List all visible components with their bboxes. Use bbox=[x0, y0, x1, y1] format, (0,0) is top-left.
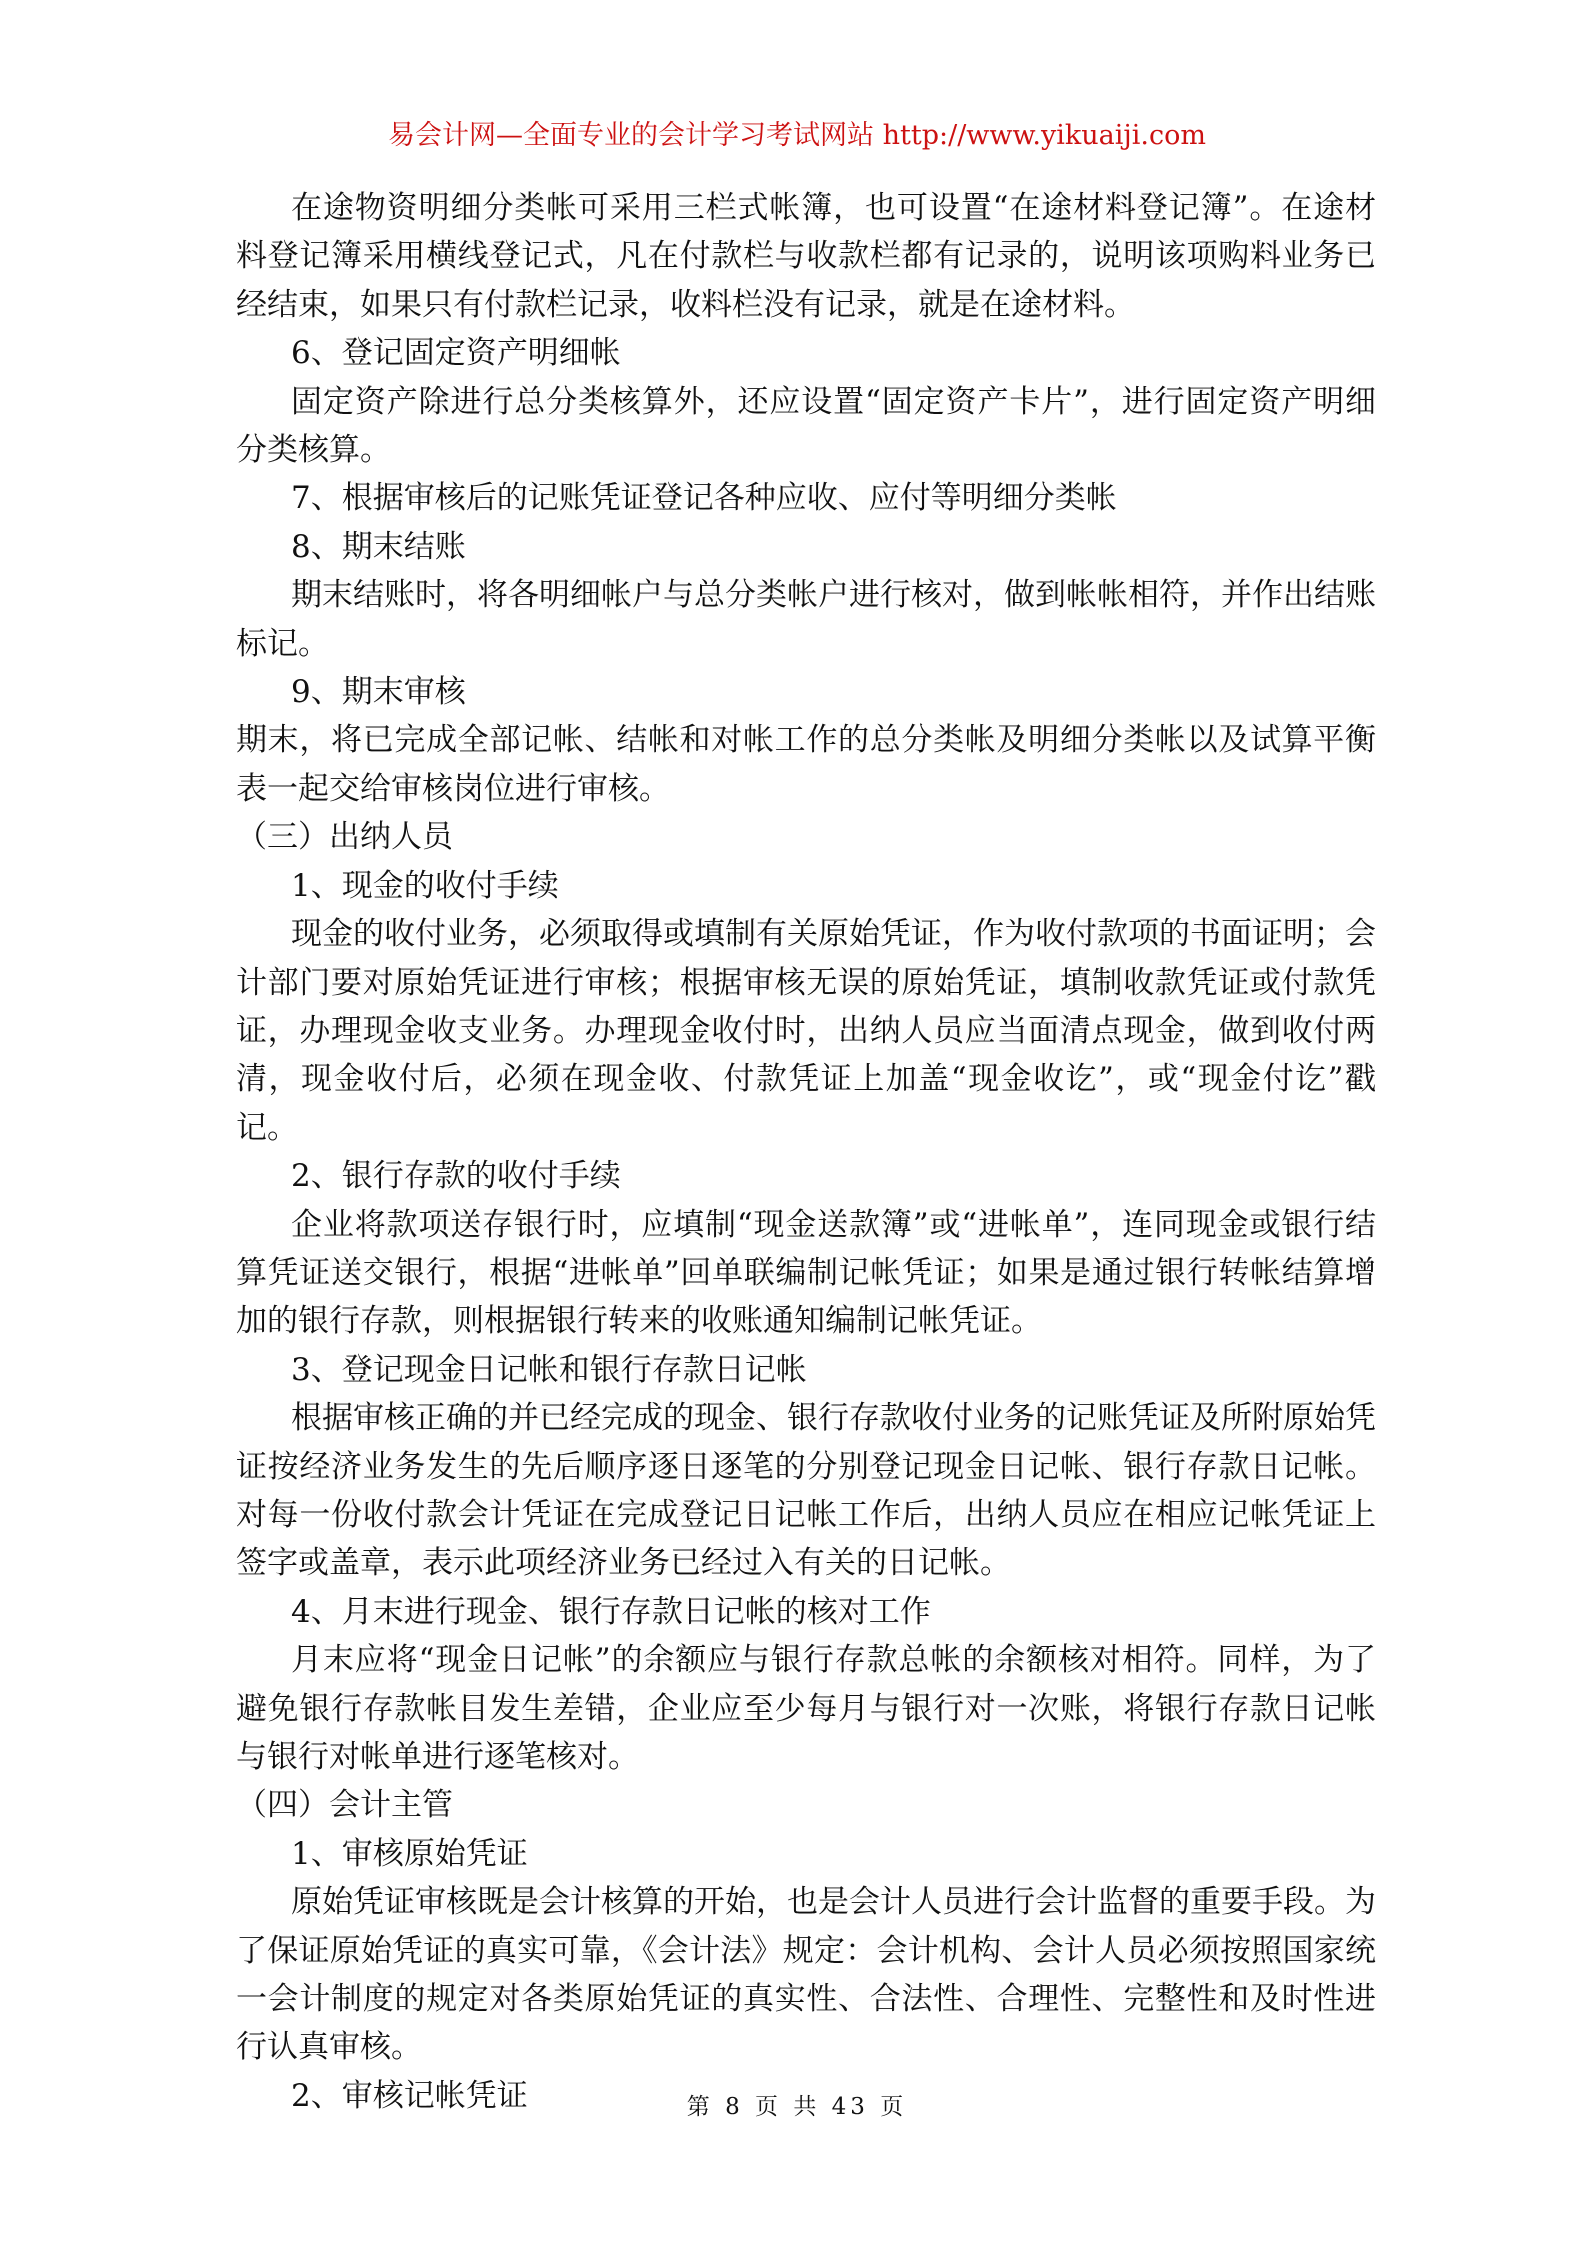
chapter-heading: （三）出纳人员 bbox=[236, 819, 453, 856]
paragraph: 期末，将已完成全部记帐、结帐和对帐工作的总分类帐及明细分类帐以及试算平衡表一起交给审核岗位进行审核。 bbox=[236, 722, 1376, 807]
section-heading: 4、月末进行现金、银行存款日记帐的核对工作 bbox=[291, 1593, 931, 1630]
section-heading: 3、登记现金日记帐和银行存款日记帐 bbox=[291, 1351, 807, 1388]
section-heading: 9、期末审核 bbox=[291, 674, 466, 711]
paragraph: 固定资产除进行总分类核算外，还应设置“固定资产卡片”，进行固定资产明细分类核算。 bbox=[236, 383, 1376, 469]
section-heading: 7、根据审核后的记账凭证登记各种应收、应付等明细分类帐 bbox=[291, 480, 1117, 517]
page-header: 易会计网—全面专业的会计学习考试网站 http://www.yikuaiji.com bbox=[388, 120, 1206, 151]
paragraph: 原始凭证审核既是会计核算的开始，也是会计人员进行会计监督的重要手段。为了保证原始凭证的真实可靠，《会计法》规定：会计机构、会计人员必须按照国家统一会计制度的规定对各类原始凭证的真实性、合法性、合理性、完整性和及时性进行认真审核。 bbox=[236, 1884, 1376, 2066]
paragraph: 月末应将“现金日记帐”的余额应与银行存款总帐的余额核对相符。同样，为了避免银行存款帐目发生差错，企业应至少每月与银行对一次账，将银行存款日记帐与银行对帐单进行逐笔核对。 bbox=[236, 1642, 1376, 1775]
paragraph: 期末结账时，将各明细帐户与总分类帐户进行核对，做到帐帐相符，并作出结账标记。 bbox=[236, 577, 1376, 662]
section-heading: 1、审核原始凭证 bbox=[291, 1835, 528, 1872]
section-heading: 2、银行存款的收付手续 bbox=[291, 1158, 621, 1195]
paragraph: 在途物资明细分类帐可采用三栏式帐簿，也可设置“在途材料登记簿”。在途材料登记簿采用横线登记式，凡在付款栏与收款栏都有记录的，说明该项购料业务已经结束，如果只有付款栏记录，收料栏没有记录，就是在途材料。 bbox=[236, 190, 1376, 323]
page-footer: 第 8 页 共 43 页 bbox=[686, 2094, 908, 2120]
document-body bbox=[236, 184, 1376, 2120]
paragraph: 根据审核正确的并已经完成的现金、银行存款收付业务的记账凭证及所附原始凭证按经济业务发生的先后顺序逐日逐笔的分别登记现金日记帐、银行存款日记帐。对每一份收付款会计凭证在完成登记日记帐工作后，出纳人员应在相应记帐凭证上签字或盖章，表示此项经济业务已经过入有关的日记帐。 bbox=[236, 1400, 1376, 1582]
chapter-heading: （四）会计主管 bbox=[236, 1787, 453, 1824]
paragraph: 现金的收付业务，必须取得或填制有关原始凭证，作为收付款项的书面证明；会计部门要对原始凭证进行审核；根据审核无误的原始凭证，填制收款凭证或付款凭证，办理现金收支业务。办理现金收付时，出纳人员应当面清点现金，做到收付两清，现金收付后，必须在现金收、付款凭证上加盖“现金收讫”，或“现金付讫”戳记。 bbox=[236, 916, 1376, 1146]
section-heading: 6、登记固定资产明细帐 bbox=[291, 335, 621, 372]
section-heading: 2、审核记帐凭证 bbox=[291, 2077, 528, 2114]
section-heading: 8、期末结账 bbox=[291, 528, 466, 565]
paragraph: 企业将款项送存银行时，应填制“现金送款簿”或“进帐单”，连同现金或银行结算凭证送交银行，根据“进帐单”回单联编制记帐凭证；如果是通过银行转帐结算增加的银行存款，则根据银行转来的收账通知编制记帐凭证。 bbox=[236, 1206, 1376, 1340]
section-heading: 1、现金的收付手续 bbox=[291, 867, 559, 904]
